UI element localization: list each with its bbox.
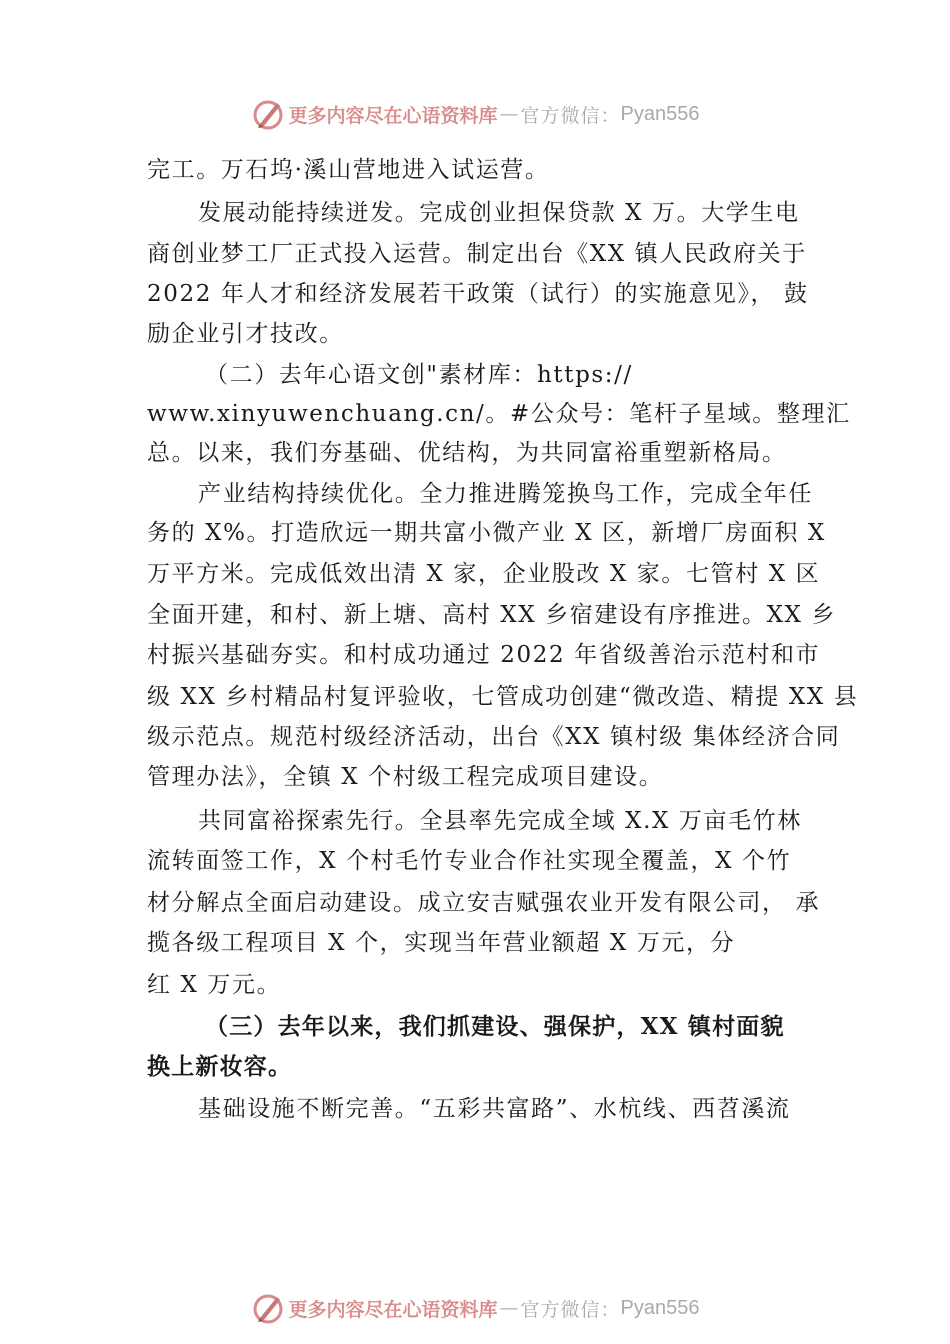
text-line: 材分解点全面启动建设。成立安吉赋强农业开发有限公司， 承 — [147, 890, 821, 916]
text-line: 村振兴基础夯实。和村成功通过 2022 年省级善治示范村和市 — [147, 642, 821, 668]
pen-ring-logo-icon — [251, 1291, 285, 1325]
watermark-separator: — — [499, 1297, 519, 1319]
text-line: 全面开建，和村、新上塘、高村 XX 乡宿建设有序推进。XX 乡 — [147, 602, 837, 628]
text-line: 级示范点。规范村级经济活动，出台《XX 镇村级 集体经济合同 — [147, 724, 841, 750]
text-line: www.xinyuwenchuang.cn/。#公众号：笔杆子星域。整理汇 — [147, 401, 851, 427]
text-line: 发展动能持续迸发。完成创业担保贷款 X 万。大学生电 — [198, 200, 800, 226]
text-line: 流转面签工作，X 个村毛竹专业合作社实现全覆盖，X 个竹 — [147, 848, 792, 874]
watermark-official-label: 官方微信： — [520, 104, 621, 127]
watermark-separator: — — [499, 103, 519, 125]
text-line: 共同富裕探索先行。全县率先完成全域 X.X 万亩毛竹林 — [198, 808, 802, 834]
text-line: 完工。万石坞·溪山营地进入试运营。 — [147, 157, 550, 183]
watermark-wechat-id: Pyan556 — [620, 102, 700, 125]
text-line: 管理办法》，全镇 X 个村级工程完成项目建设。 — [147, 764, 664, 790]
watermark-footer — [0, 1288, 950, 1328]
text-line: 产业结构持续优化。全力推进腾笼换鸟工作，完成全年任 — [198, 481, 813, 507]
watermark-main-text: 更多内容尽在心语资料库 — [288, 1298, 498, 1321]
text-line: 务的 X%。打造欣远一期共富小微产业 X 区，新增厂房面积 X — [147, 520, 826, 546]
watermark-main-text: 更多内容尽在心语资料库 — [288, 104, 498, 127]
section-heading-line: 换上新妆容。 — [147, 1053, 293, 1080]
text-line: （二）去年心语文创"素材库：https:// — [205, 362, 633, 388]
text-line: 揽各级工程项目 X 个，实现当年营业额超 X 万元，分 — [147, 930, 736, 956]
text-line: 万平方米。完成低效出清 X 家，企业股改 X 家。七管村 X 区 — [147, 561, 821, 587]
watermark-header — [0, 94, 950, 134]
text-line: 总。以来，我们夯基础、优结构，为共同富裕重塑新格局。 — [147, 440, 787, 466]
text-line: 商创业梦工厂正式投入运营。制定出台《XX 镇人民政府关于 — [147, 241, 807, 267]
text-line: 励企业引才技改。 — [147, 321, 344, 347]
text-line: 2022 年人才和经济发展若干政策（试行）的实施意见》， 鼓 — [147, 281, 809, 307]
text-line: 级 XX 乡村精品村复评验收，七管成功创建“微改造、精提 XX 县 — [147, 684, 859, 710]
watermark-official-label: 官方微信： — [520, 1298, 621, 1321]
watermark-wechat-id: Pyan556 — [620, 1296, 700, 1319]
pen-ring-logo-icon — [251, 97, 285, 131]
text-line: 基础设施不断完善。“五彩共富路”、水杭线、西苕溪流 — [198, 1096, 791, 1122]
text-line: 红 X 万元。 — [147, 972, 282, 998]
section-heading-line: （三）去年以来，我们抓建设、强保护，XX 镇村面貌 — [205, 1013, 785, 1040]
